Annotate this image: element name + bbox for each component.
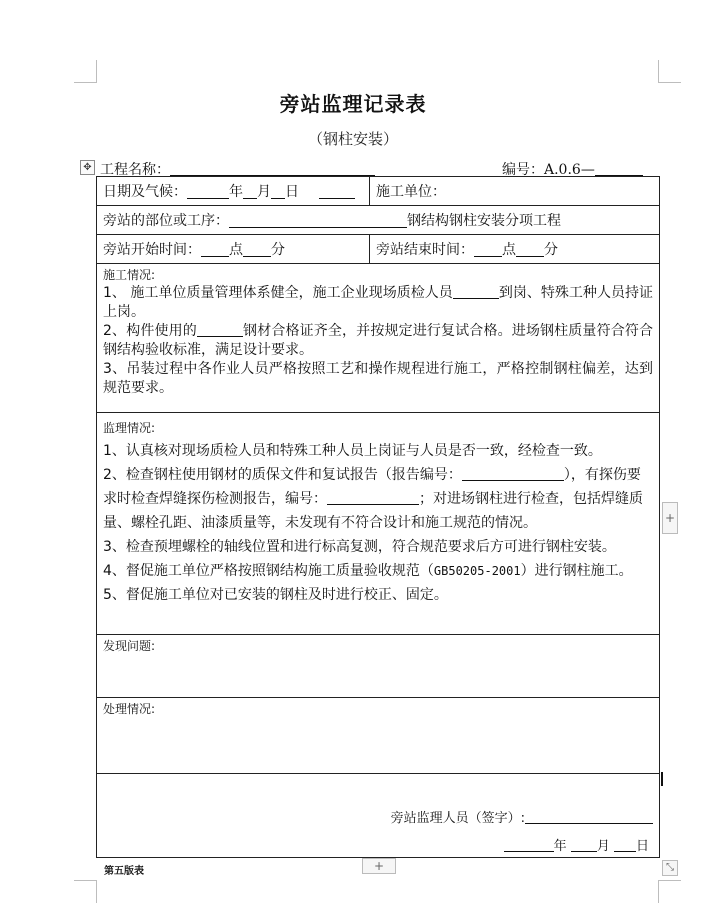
year-field[interactable] (187, 184, 229, 199)
supervision-item-5: 5、督促施工单位对已安装的钢柱及时进行校正、固定。 (103, 587, 448, 603)
signature-line (391, 807, 653, 826)
construction-item-2: 2、构件使用的 钢材合格证齐全，并按规定进行复试合格。进场钢柱质量符合符合钢结构验收标准，满足设计要求。 (103, 323, 653, 358)
supervision-status-text (103, 439, 653, 607)
construction-status-label: 施工情况: (103, 268, 156, 282)
sign-year-field[interactable] (504, 837, 554, 852)
sign-day-label: 日 (635, 839, 649, 854)
supervision-item-2: 2、检查钢柱使用钢材的质保文件和复试报告（报告编号： ），有探伤要求时检查焊缝探伤检测报告，编号： ；对进场钢柱进行检查，包括焊缝质量、螺栓孔距、油漆质量等，未发现有不符合设计和施工规范的情况。 (103, 467, 643, 531)
start-time-label: 旁站开始时间： (103, 242, 201, 258)
cell-part-process[interactable] (97, 206, 659, 234)
standard-code: GB50205-2001 (433, 564, 521, 578)
form-number-label: 编号： (502, 162, 544, 178)
end-minute-label: 分 (544, 242, 558, 258)
page-title: 旁站监理记录表 (279, 92, 427, 116)
end-hour-field[interactable] (474, 242, 502, 257)
form-number-field[interactable] (595, 161, 643, 176)
day-field[interactable] (271, 184, 285, 199)
project-name-label: 工程名称： (100, 162, 170, 178)
cell-end-time[interactable] (369, 235, 659, 263)
row-handling[interactable] (97, 698, 659, 774)
crop-mark-top-left (74, 60, 97, 83)
row-construction-status[interactable] (97, 264, 659, 413)
resize-handle-icon[interactable]: ⤡ (662, 860, 678, 876)
start-hour-label: 点 (229, 242, 243, 258)
problems-found-label: 发现问题: (103, 639, 156, 653)
form-number-value: A.0.6— (544, 162, 595, 178)
record-table (96, 176, 660, 858)
project-name-field[interactable] (170, 161, 375, 176)
cell-construction-unit[interactable] (369, 177, 659, 205)
weather-field[interactable] (319, 184, 355, 199)
signature-field[interactable] (525, 809, 653, 824)
part-process-value: 钢结构钢柱安装分项工程 (407, 213, 561, 229)
day-label: 日 (285, 184, 299, 200)
add-row-button[interactable]: + (362, 858, 396, 874)
steel-type-field[interactable] (197, 322, 243, 337)
sign-month-label: 月 (596, 839, 610, 854)
year-label: 年 (229, 184, 243, 200)
add-column-button[interactable]: + (662, 502, 678, 534)
date-weather-label: 日期及气候： (103, 184, 187, 200)
construction-status-text (103, 284, 653, 398)
end-hour-label: 点 (502, 242, 516, 258)
part-process-field[interactable] (229, 213, 407, 228)
report-number-field[interactable] (462, 466, 564, 481)
row-date-unit (97, 177, 659, 206)
row-times (97, 235, 659, 264)
cell-date-weather[interactable] (97, 177, 369, 205)
row-problems-found[interactable] (97, 635, 659, 698)
month-label: 月 (257, 184, 271, 200)
part-process-label: 旁站的部位或工序： (103, 213, 229, 229)
month-field[interactable] (243, 184, 257, 199)
supervision-item-4: 4、督促施工单位严格按照钢结构施工质量验收规范（GB50205-2001）进行钢柱施工。 (103, 563, 633, 579)
construction-item-3: 3、吊装过程中各作业人员严格按照工艺和操作规程进行施工，严格控制钢柱偏差，达到规范要求。 (103, 361, 653, 396)
inspector-field[interactable] (453, 284, 499, 299)
text-cursor (661, 772, 663, 786)
end-minute-field[interactable] (516, 242, 544, 257)
construction-unit-label: 施工单位： (376, 184, 446, 200)
start-minute-field[interactable] (243, 242, 271, 257)
sign-month-field[interactable] (571, 837, 597, 852)
crop-mark-top-right (658, 60, 681, 83)
signature-date-line (504, 835, 649, 854)
supervision-status-label: 监理情况: (103, 421, 156, 435)
end-time-label: 旁站结束时间： (376, 242, 474, 258)
row-part-process (97, 206, 659, 235)
supervision-item-1: 1、认真核对现场质检人员和特殊工种人员上岗证与人员是否一致，经检查一致。 (103, 443, 602, 459)
sign-year-label: 年 (553, 839, 567, 854)
row-supervision-status[interactable] (97, 413, 659, 635)
crop-mark-bottom-right (658, 880, 681, 903)
sign-day-field[interactable] (614, 837, 636, 852)
edition-label: 第五版表 (104, 866, 144, 877)
table-move-handle-icon[interactable]: ✥ (80, 160, 95, 175)
inspection-number-field[interactable] (327, 490, 419, 505)
handling-label: 处理情况: (103, 702, 156, 716)
supervision-item-3: 3、检查预埋螺栓的轴线位置和进行标高复测，符合规范要求后方可进行钢柱安装。 (103, 539, 616, 555)
crop-mark-bottom-left (74, 880, 97, 903)
cell-start-time[interactable] (97, 235, 369, 263)
signature-label: 旁站监理人员（签字）: (390, 811, 525, 826)
start-minute-label: 分 (271, 242, 285, 258)
construction-item-1: 1、 施工单位质量管理体系健全，施工企业现场质检人员 到岗、特殊工种人员持证上岗。 (103, 285, 654, 320)
page-subtitle: （钢柱安装） (307, 130, 398, 148)
start-hour-field[interactable] (201, 242, 229, 257)
